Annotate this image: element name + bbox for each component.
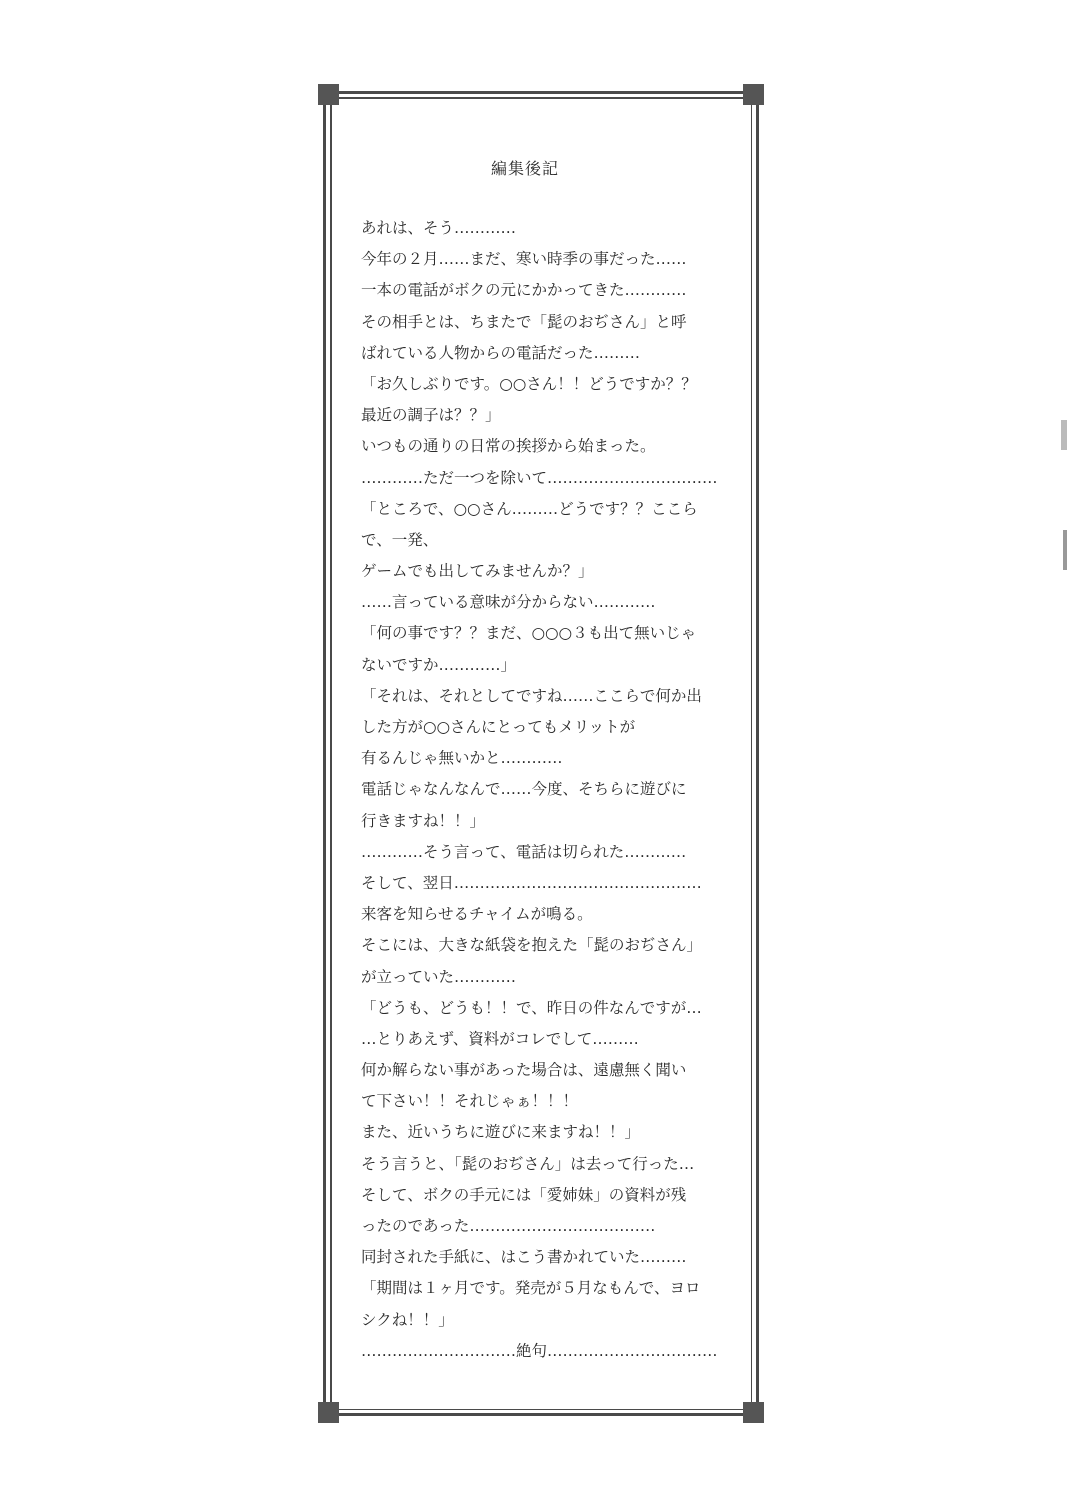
text-line: 「期間は１ヶ月です。発売が５月なもんで、ヨロ	[361, 1279, 701, 1298]
frame-bottom-inner-rule	[338, 1409, 744, 1411]
text-line: で、一発、	[361, 530, 439, 549]
text-line: その相手とは、ちまたで「髭のおぢさん」と呼	[361, 312, 687, 331]
text-line: …………ただ一つを除いて……………………………	[361, 468, 718, 487]
frame-right-outer-rule	[756, 98, 759, 1409]
text-line: …とりあえず、資料がコレでして………	[361, 1029, 639, 1048]
text-line: が立っていた…………	[361, 967, 517, 986]
frame-left-outer-rule	[323, 98, 326, 1409]
text-line: 有るんじゃ無いかと…………	[361, 749, 563, 768]
text-line: 最近の調子は？？」	[361, 406, 501, 425]
page-edge-mark	[1063, 530, 1067, 570]
text-line: あれは、そう…………	[361, 219, 517, 237]
text-line: て下さい！！それじゃぁ！！！	[361, 1092, 579, 1111]
text-line: ……言っている意味が分からない…………	[361, 593, 656, 612]
text-line: そして、翌日…………………………………………	[361, 873, 702, 892]
frame-top-outer-rule	[332, 91, 750, 94]
frame-corner-top-left	[318, 84, 339, 105]
frame-top-inner-rule	[338, 97, 744, 99]
afterword-text	[361, 216, 731, 1370]
text-line: 電話じゃなんなんで……今度、そちらに遊びに	[361, 780, 687, 799]
text-line: そう言うと、「髭のおぢさん」は去って行った…	[361, 1154, 695, 1173]
page-edge-mark	[1061, 420, 1067, 450]
frame-corner-bottom-left	[318, 1402, 339, 1423]
text-line: 「ところで、○○さん………どうです？？ここら	[361, 499, 698, 518]
text-line: …………そう言って、電話は切られた…………	[361, 842, 687, 861]
frame-right-inner-rule	[751, 104, 753, 1403]
text-line: 今年の２月……まだ、寒い時季の事だった……	[361, 250, 687, 269]
text-line: 行きますね！！」	[361, 811, 486, 830]
text-line: 「それは、それとしてですね……ここらで何か出	[361, 686, 702, 705]
text-line: ったのであった………………………………	[361, 1217, 656, 1235]
text-line: 何か解らない事があった場合は、遠慮無く聞い	[361, 1061, 687, 1080]
text-line: ばれている人物からの電話だった………	[361, 343, 641, 362]
text-line: また、近いうちに遊びに来ますね！！」	[361, 1123, 641, 1142]
frame-left-inner-rule	[330, 104, 332, 1403]
text-line: いつもの通りの日常の挨拶から始まった。	[361, 437, 656, 456]
frame-corner-bottom-right	[743, 1402, 764, 1423]
text-line: 一本の電話がボクの元にかかってきた…………	[361, 281, 687, 300]
text-line: …………………………絶句……………………………	[361, 1341, 718, 1360]
text-line: 「何の事です？？まだ、○○○３も出て無いじゃ	[361, 624, 697, 643]
text-line: ゲームでも出してみませんか？」	[361, 562, 594, 581]
text-line: そこには、大きな紙袋を抱えた「髭のおぢさん」	[361, 936, 703, 955]
text-line: 「どうも、どうも！！で、昨日の件なんですが…	[361, 998, 702, 1017]
page-title: 編集後記	[490, 159, 559, 178]
text-line: した方が○○さんにとってもメリットが	[361, 718, 636, 736]
text-line: 「お久しぶりです。○○さん！！どうですか？？	[361, 374, 697, 393]
text-line: ないですか…………」	[361, 655, 517, 674]
text-line: 同封された手紙に、はこう書かれていた………	[361, 1248, 687, 1267]
text-line: シクね！！」	[361, 1310, 454, 1329]
text-line: そして、ボクの手元には「愛姉妹」の資料が残	[361, 1185, 687, 1204]
text-line: 来客を知らせるチャイムが鳴る。	[361, 905, 593, 924]
frame-bottom-outer-rule	[332, 1413, 750, 1416]
frame-corner-top-right	[743, 84, 764, 105]
